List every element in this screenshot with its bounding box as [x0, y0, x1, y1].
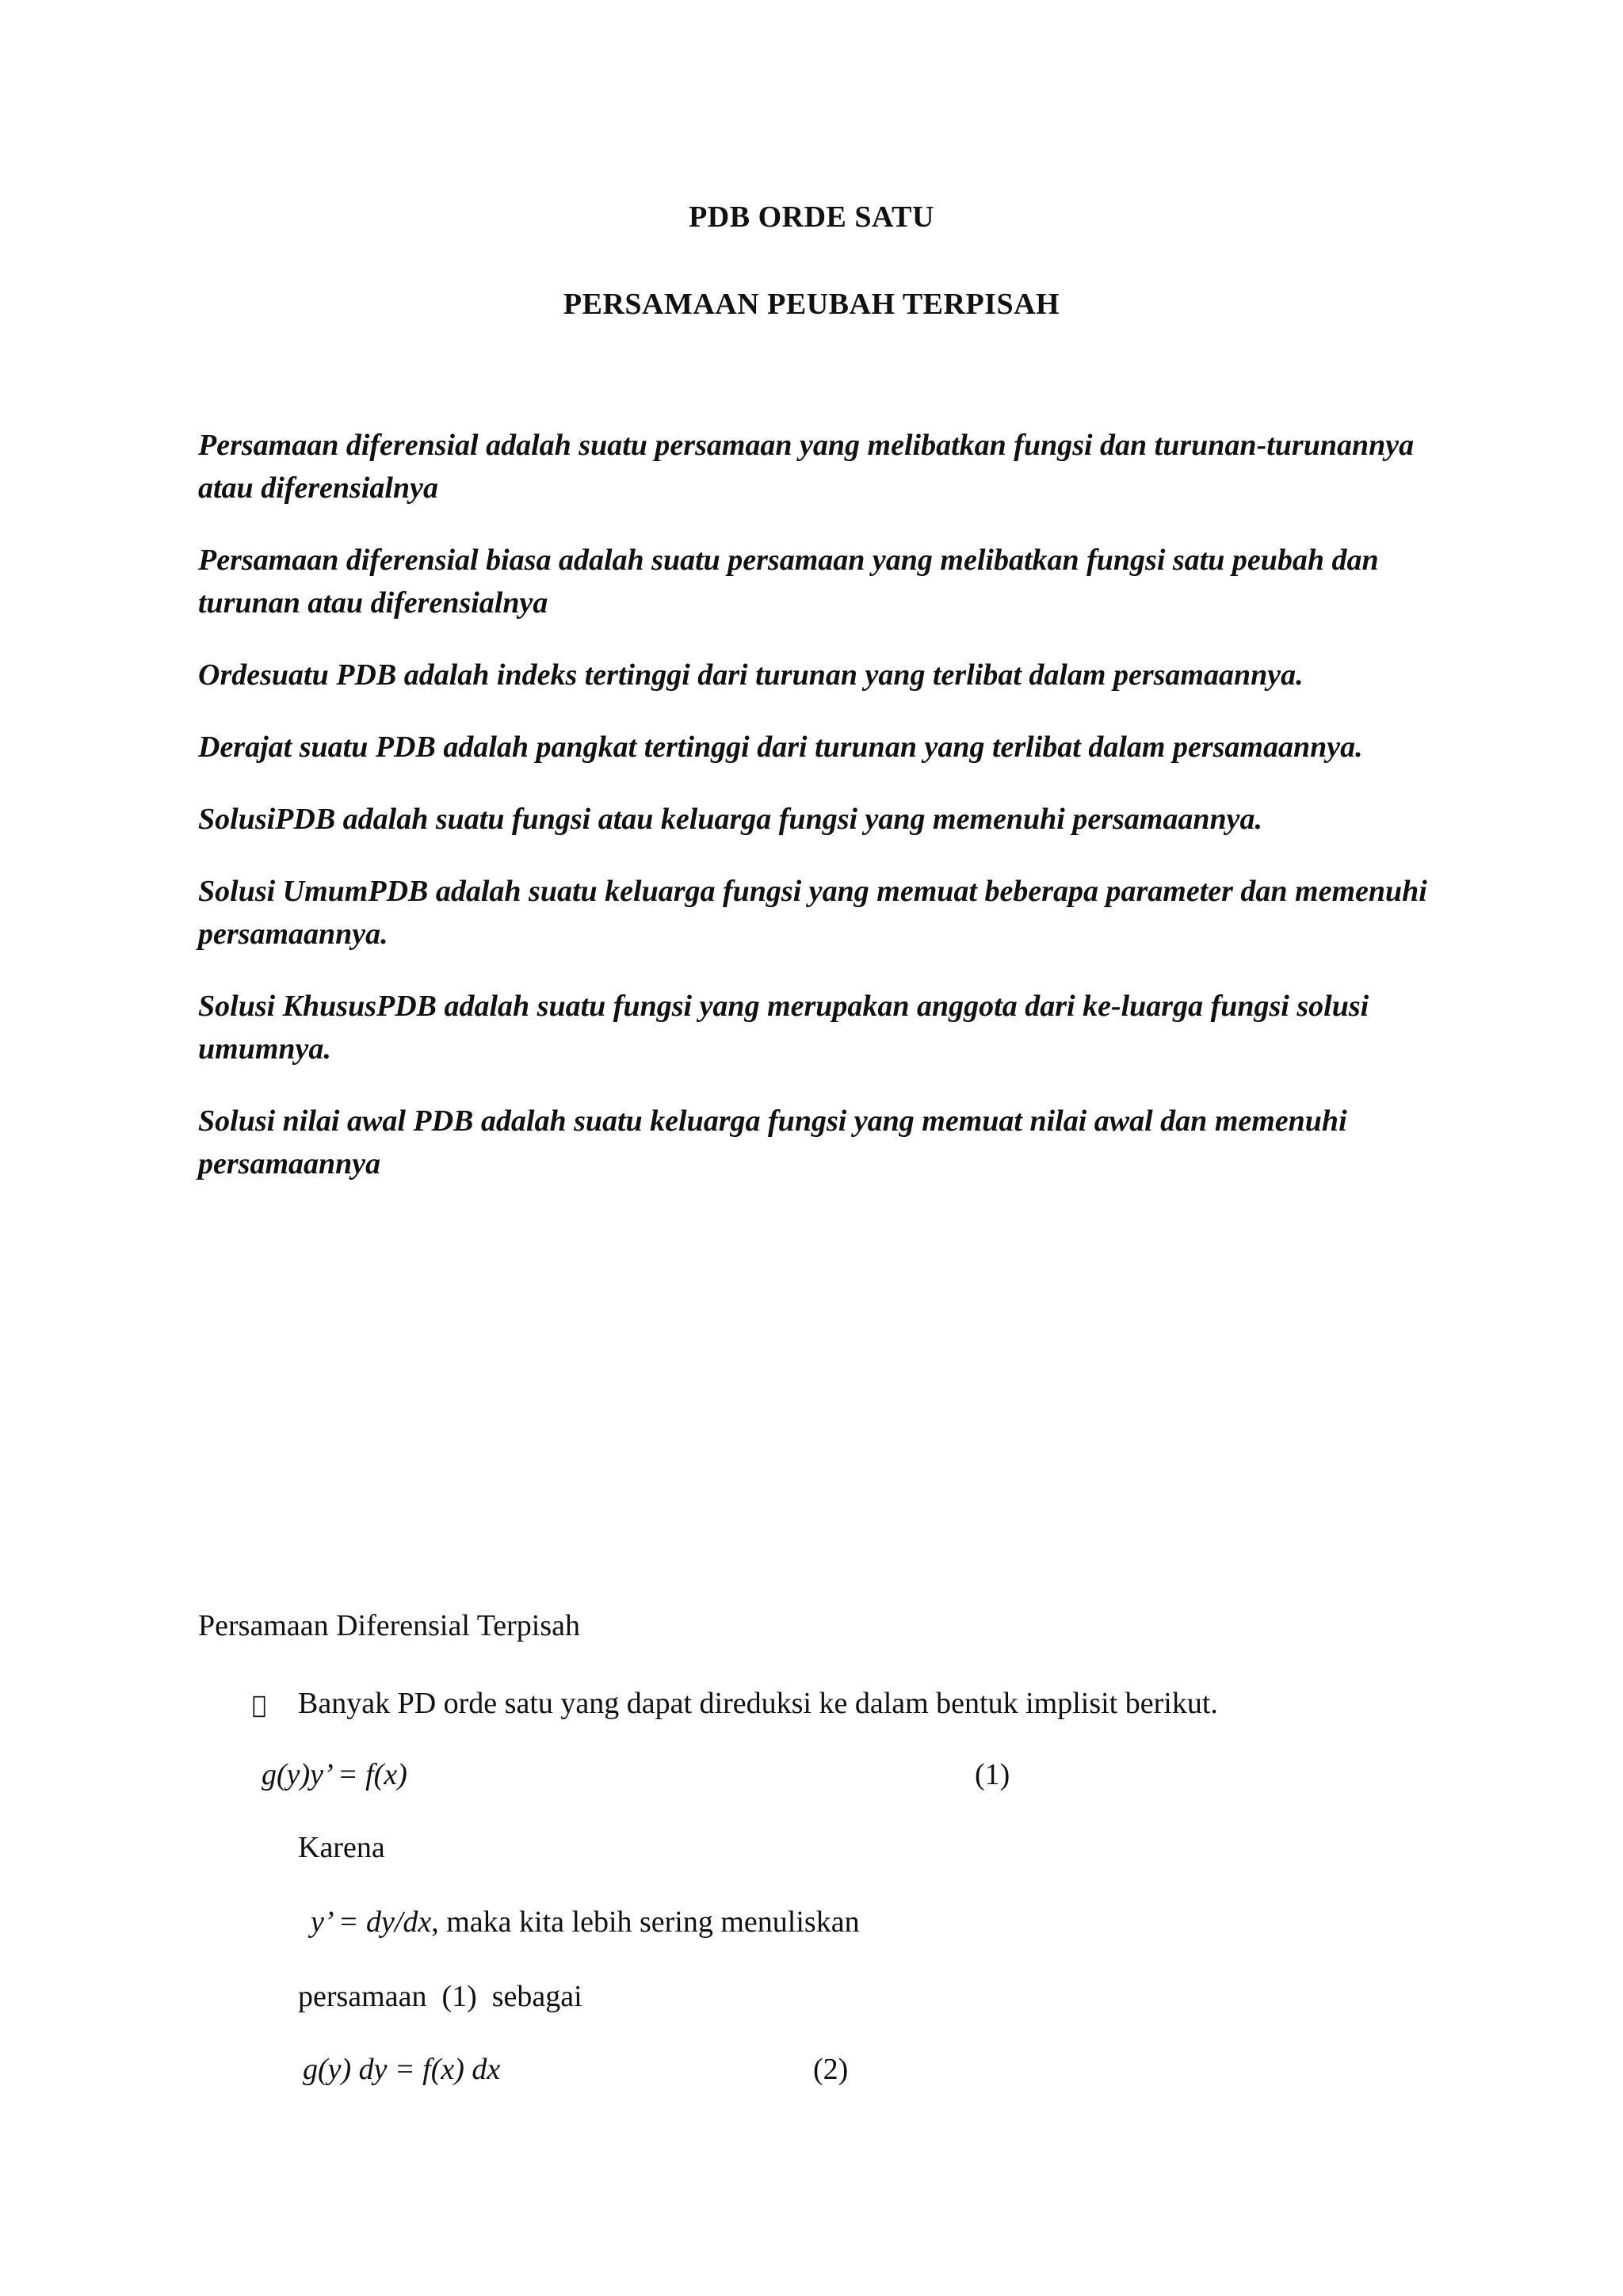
- definitions-list: [198, 424, 1442, 1215]
- equation-2-number: (2): [813, 2053, 849, 2086]
- section-persamaan-terpisah: [198, 1608, 1466, 2086]
- text-karena: Karena: [298, 1831, 385, 1864]
- definition-persamaan-diferensial: Persamaan diferensial adalah suatu persamaan yang melibatkan fungsi dan turunan-turunannya atau diferensialnya: [198, 429, 1415, 505]
- text-yprime-line: [311, 1905, 860, 1939]
- text-persamaan-sebagai: persamaan (1) sebagai: [298, 1980, 582, 2013]
- equation-2: g(y) dy = f(x) dx: [303, 2053, 501, 2086]
- yprime-math: y’ = dy/dx: [311, 1905, 432, 1939]
- page-title: PDB ORDE SATU: [689, 200, 934, 234]
- definition-pdb: Persamaan diferensial biasa adalah suatu persamaan yang melibatkan fungsi satu peubah dan turunan atau diferensialnya: [198, 543, 1379, 620]
- definition-solusi: SolusiPDB adalah suatu fungsi atau keluarga fungsi yang memenuhi persamaannya.: [198, 803, 1262, 836]
- bullet-item: [252, 1686, 1218, 1723]
- definition-orde: Ordesuatu PDB adalah indeks tertinggi dari turunan yang terlibat dalam persamaannya.: [198, 658, 1304, 692]
- definition-solusi-khusus: Solusi KhususPDB adalah suatu fungsi yang merupakan anggota dari ke-luarga fungsi solusi umumnya.: [198, 990, 1369, 1066]
- yprime-rest: , maka kita lebih sering menuliskan: [431, 1905, 860, 1939]
- section-heading: Persamaan Diferensial Terpisah: [198, 1609, 581, 1642]
- bullet-text: Banyak PD orde satu yang dapat direduksi ke dalam bentuk implisit berikut.: [298, 1687, 1218, 1720]
- definition-solusi-nilai-awal: Solusi nilai awal PDB adalah suatu keluarga fungsi yang memuat nilai awal dan memenuhi persamaannya: [198, 1104, 1347, 1180]
- definition-solusi-umum: Solusi UmumPDB adalah suatu keluarga fungsi yang memuat beberapa parameter dan memenuhi persamaannya.: [198, 875, 1427, 951]
- page-subtitle: PERSAMAAN PEUBAH TERPISAH: [563, 288, 1060, 321]
- missing-glyph-icon: [252, 1688, 298, 1723]
- equation-1-number: (1): [975, 1758, 1010, 1791]
- equation-1: g(y)y’ = f(x): [262, 1758, 407, 1791]
- definition-derajat: Derajat suatu PDB adalah pangkat tertinggi dari turunan yang terlibat dalam persamaannya.: [198, 730, 1363, 764]
